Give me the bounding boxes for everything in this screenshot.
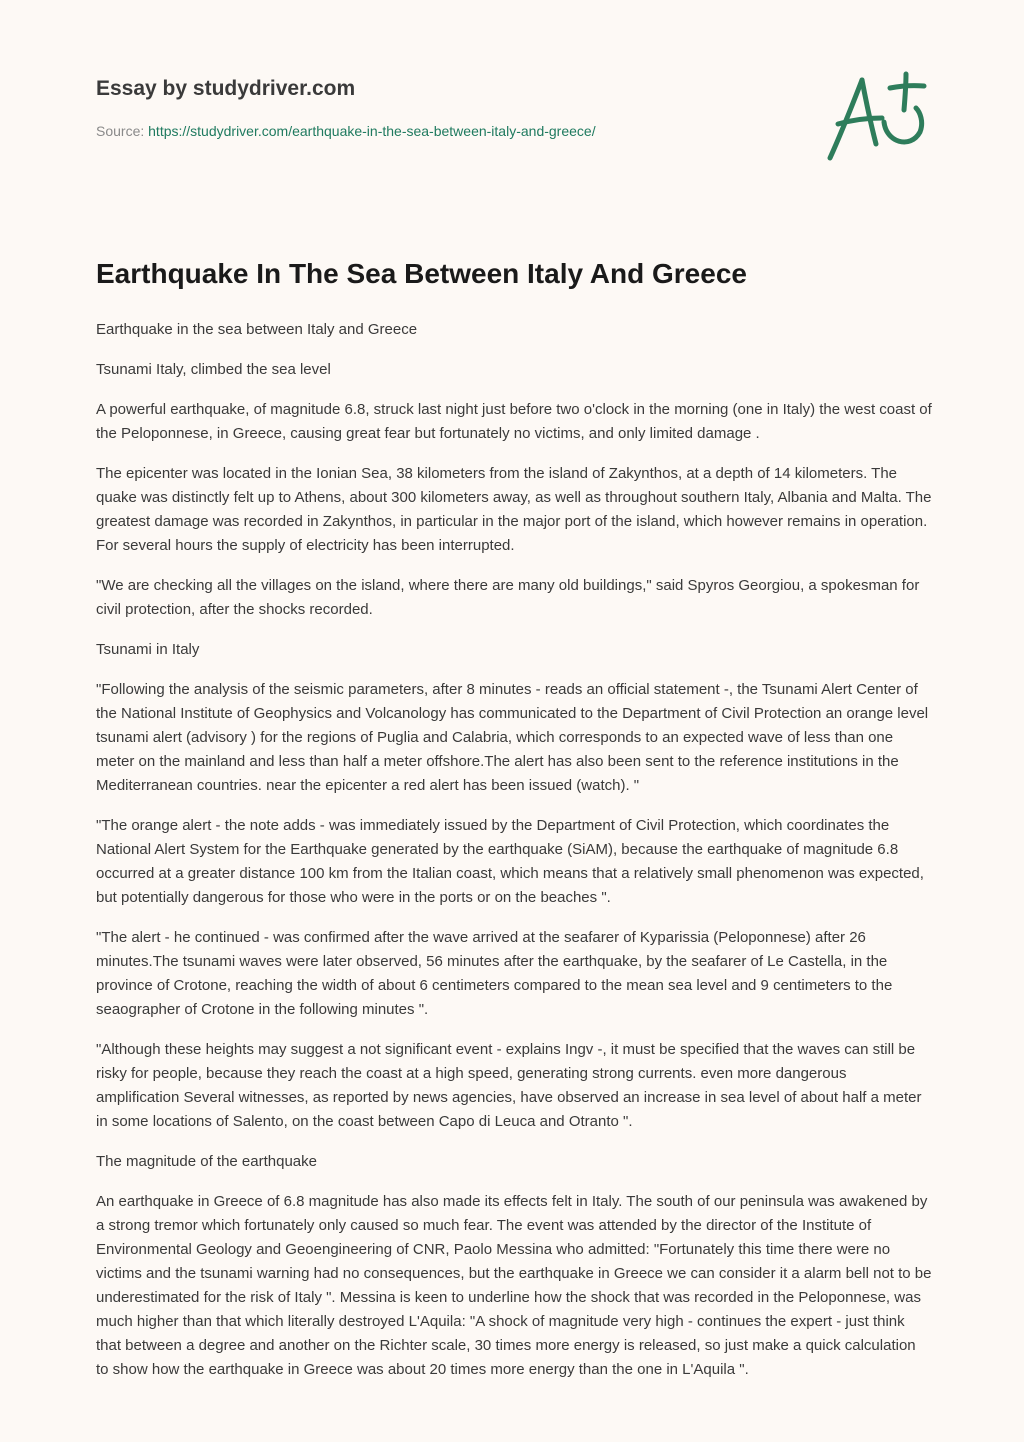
source-label: Source: [96, 123, 145, 139]
article-title: Earthquake In The Sea Between Italy And Greece [96, 258, 747, 289]
article-paragraph: The epicenter was located in the Ionian Sea, 38 kilometers from the island of Zakynthos, at a depth of 14 kilometers. The quake was distinctly felt up to Athens, about 300 kilometers away, as well as throughout southern Italy, Albania and Malta. The greatest damage was recorded in Zakynthos, in particular in the major port of the island, which however remains in operation. For several hours the supply of electricity has been interrupted. [96, 465, 932, 554]
article-paragraph: Tsunami Italy, climbed the sea level [96, 361, 331, 378]
article-paragraph: Tsunami in Italy [96, 641, 200, 658]
source-link[interactable]: https://studydriver.com/earthquake-in-the-sea-between-italy-and-greece/ [148, 123, 596, 139]
article-paragraph: "We are checking all the villages on the island, where there are many old buildings," said Spyros Georgiou, a spokesman for civil protection, after the shocks recorded. [96, 577, 920, 618]
article-paragraph: An earthquake in Greece of 6.8 magnitude has also made its effects felt in Italy. The south of our peninsula was awakened by a strong tremor which fortunately only caused so much fear. The event was attended by the director of the Institute of Environmental Geology and Geoengineering of CNR, Paolo Messina who admitted: "Fortunately this time there were no victims and the tsunami warning had no consequences, but the earthquake in Greece we can consider it a alarm bell not to be underestimated for the risk of Italy ". Messina is keen to underline how the shock that was recorded in the Peloponnese, was much higher than that which literally destroyed L'Aquila: "A shock of magnitude very high - continues the expert - just think that between a degree and another on the Richter scale, 30 times more energy is released, so just make a quick calculation to show how the earthquake in Greece was about 20 times more energy than the one in L'Aquila ". [96, 1193, 932, 1378]
article [96, 256, 932, 1398]
a-plus-grade-icon [820, 66, 930, 166]
article-paragraph: "The orange alert - the note adds - was immediately issued by the Department of Civil Protection, which coordinates the National Alert System for the Earthquake generated by the earthquake (SiAM), because the earthquake of magnitude 6.8 occurred at a greater distance 100 km from the Italian coast, which means that a relatively small phenomenon was expected, but potentially dangerous for those who were in the ports or on the beaches ". [96, 817, 924, 906]
article-paragraph: "Although these heights may suggest a not significant event - explains Ingv -, it must be specified that the waves can still be risky for people, because they reach the coast at a high speed, generating strong currents. even more dangerous amplification Several witnesses, as reported by news agencies, have observed an increase in sea level of about half a meter in some locations of Salento, on the coast between Capo di Leuca and Otranto ". [96, 1041, 922, 1130]
article-paragraph: The magnitude of the earthquake [96, 1153, 317, 1170]
article-paragraph: A powerful earthquake, of magnitude 6.8, struck last night just before two o'clock in the morning (one in Italy) the west coast of the Peloponnese, in Greece, causing great fear but fortunately no victims, and only limited damage . [96, 401, 932, 442]
brand-title: Essay by studydriver.com [96, 77, 356, 100]
article-paragraph: "Following the analysis of the seismic parameters, after 8 minutes - reads an official statement -, the Tsunami Alert Center of the National Institute of Geophysics and Volcanology has communicated to the Department of Civil Protection an orange level tsunami alert (advisory ) for the regions of Puglia and Calabria, which corresponds to an expected wave of less than one meter on the mainland and less than half a meter offshore.The alert has also been sent to the reference institutions in the Mediterranean countries. near the epicenter a red alert has been issued (watch). " [96, 681, 929, 794]
page-header [96, 76, 796, 140]
article-paragraph: "The alert - he continued - was confirmed after the wave arrived at the seafarer of Kyparissia (Peloponnese) after 26 minutes.The tsunami waves were later observed, 56 minutes after the earthquake, by the seafarer of Le Castella, in the province of Crotone, reaching the width of about 6 centimeters compared to the mean sea level and 9 centimeters to the seaographer of Crotone in the following minutes ". [96, 929, 893, 1018]
article-paragraph: Earthquake in the sea between Italy and Greece [96, 321, 418, 338]
source-line [96, 122, 796, 140]
